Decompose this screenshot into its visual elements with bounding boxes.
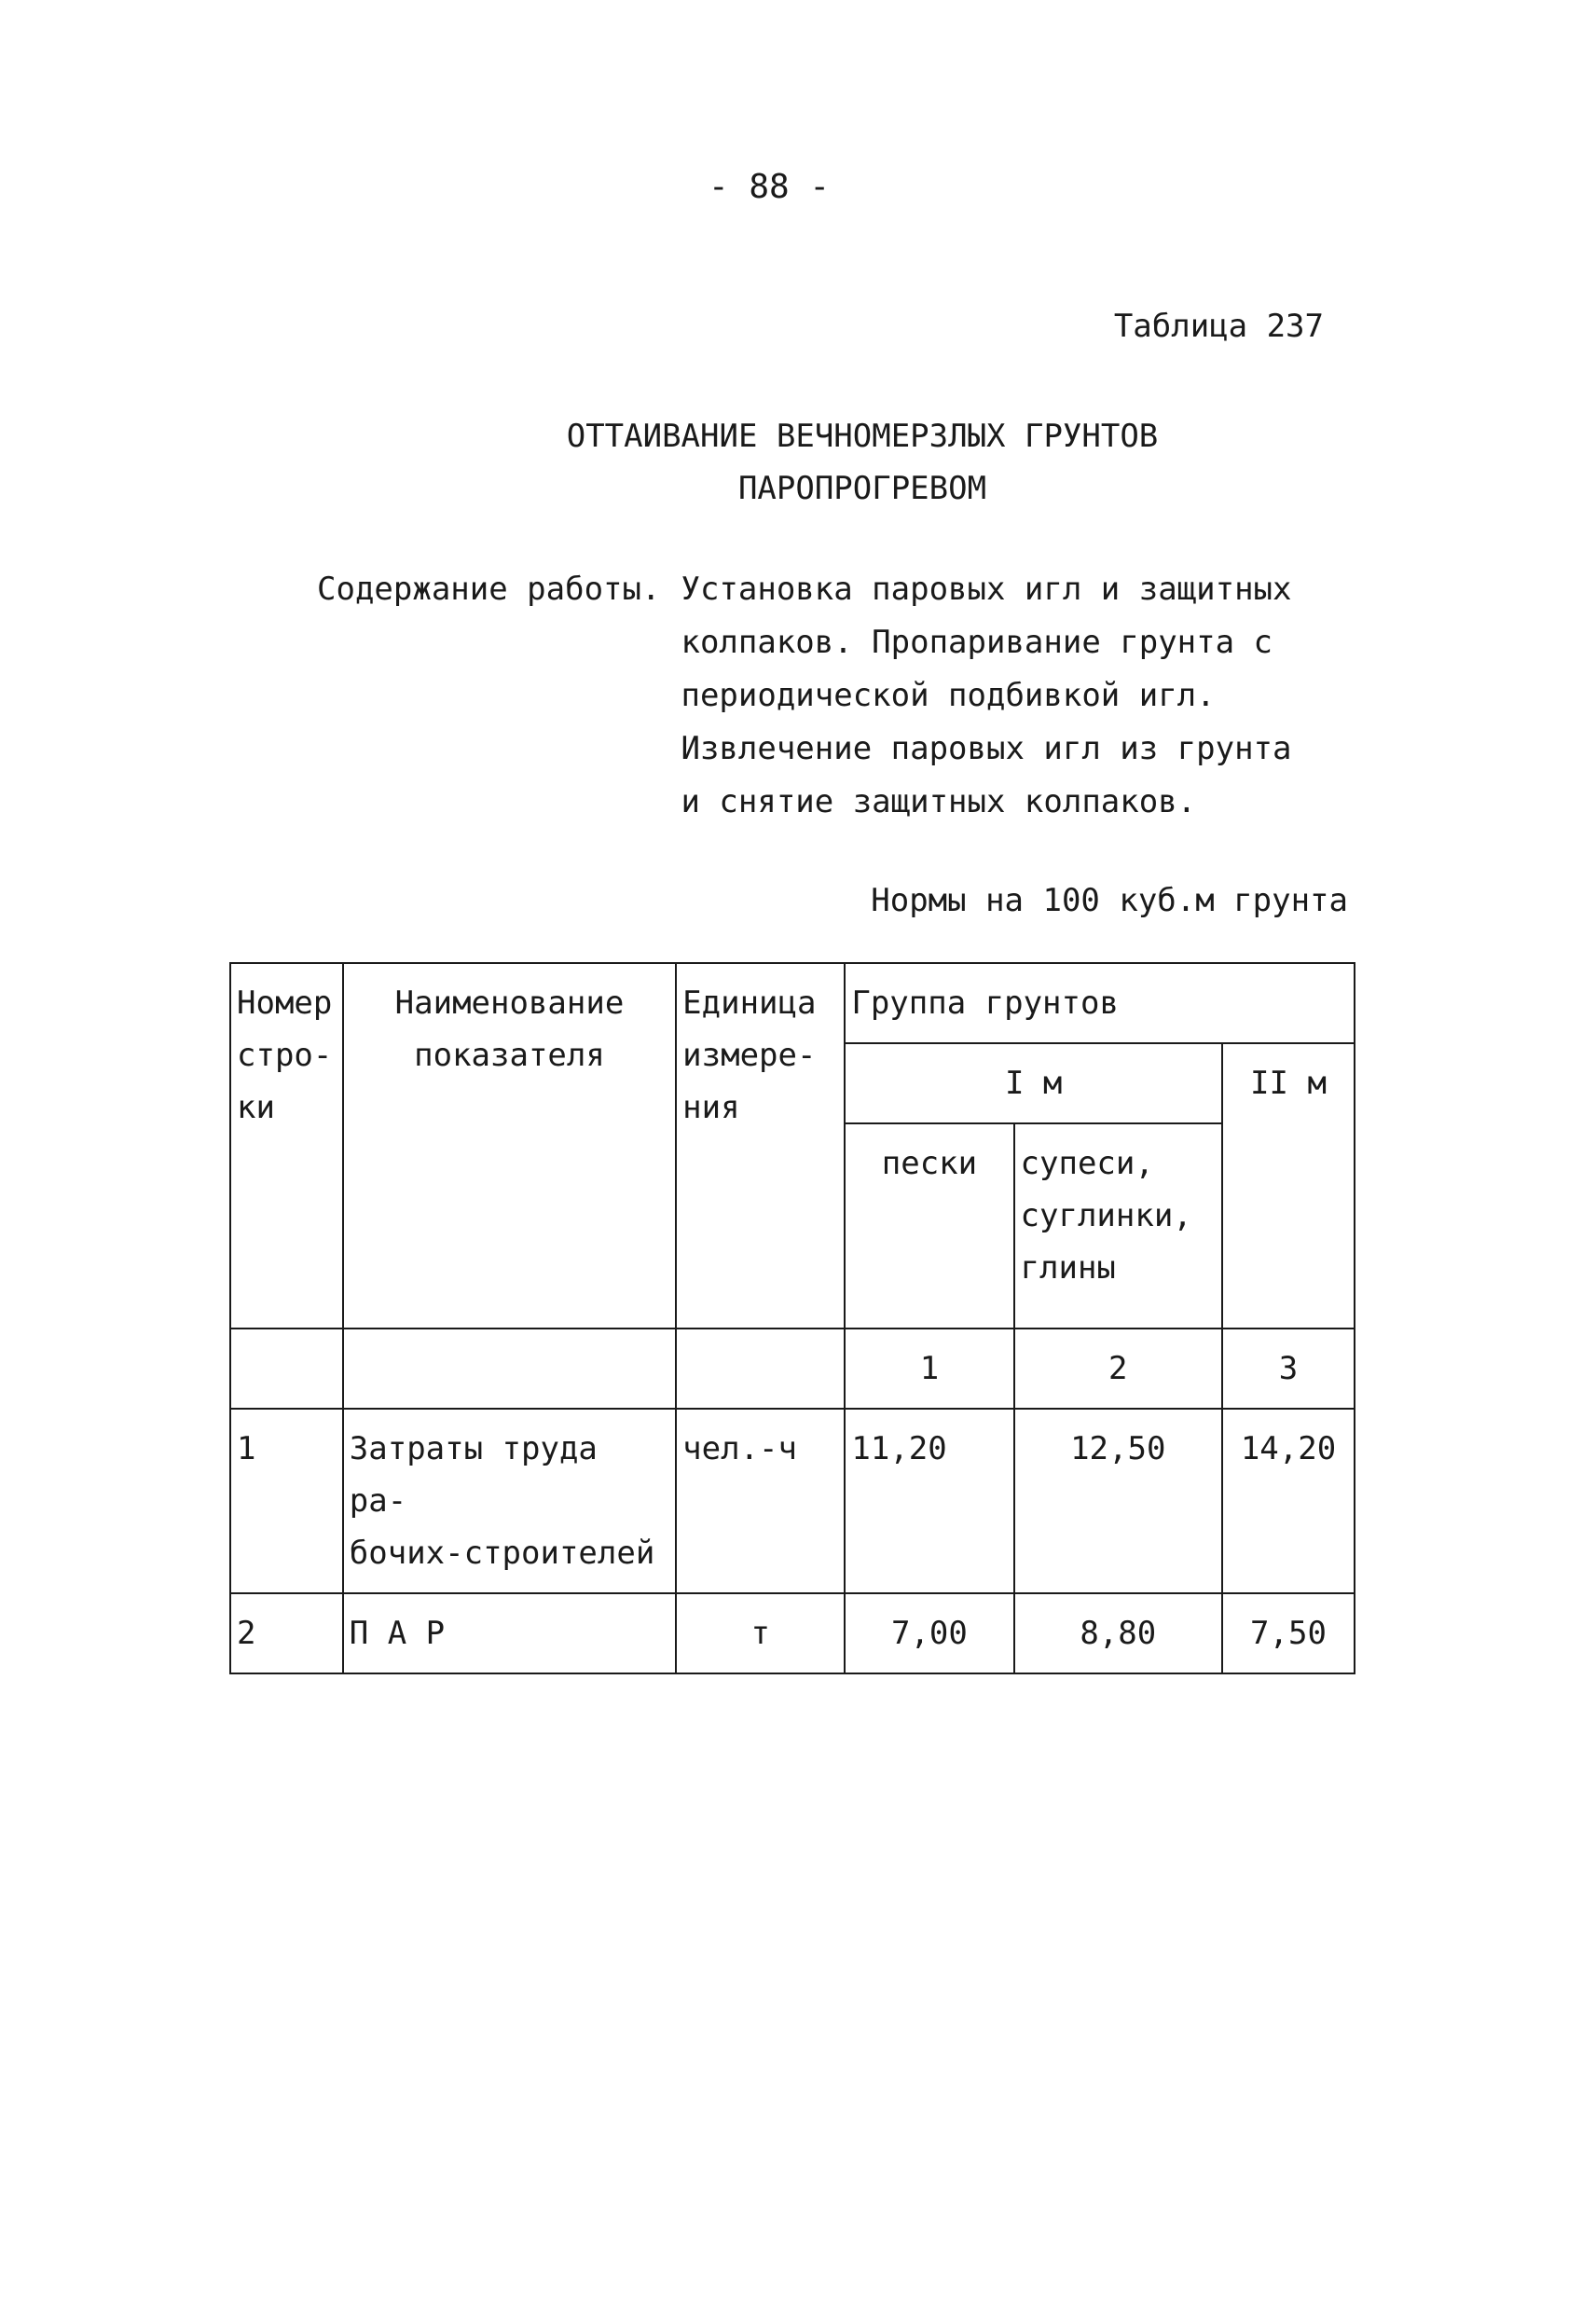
row-unit: т	[676, 1593, 845, 1673]
column-number: 1	[845, 1329, 1013, 1409]
document-title	[0, 410, 1596, 515]
work-content-line: и снятие защитных колпаков.	[681, 783, 1197, 820]
column-number-empty	[676, 1329, 845, 1409]
row-value: 7,00	[845, 1593, 1013, 1673]
work-content-line: Установка паровых игл и защитных	[681, 571, 1292, 608]
column-number-empty	[230, 1329, 343, 1409]
column-number: 2	[1014, 1329, 1222, 1409]
row-value: 11,20	[845, 1409, 1013, 1593]
table-label: Таблица 237	[1113, 308, 1324, 345]
table-row	[230, 1409, 1355, 1593]
row-value: 7,50	[1222, 1593, 1355, 1673]
work-content	[317, 563, 1292, 829]
work-content-line: Извлечение паровых игл из грунта	[681, 730, 1292, 767]
work-content-line: колпаков. Пропаривание грунта с	[681, 624, 1273, 661]
header-soil-group: Группа грунтов	[845, 963, 1355, 1043]
norms-table-wrapper	[229, 962, 1355, 1674]
column-number: 3	[1222, 1329, 1355, 1409]
norms-note: Нормы на 100 куб.м грунта	[871, 882, 1348, 919]
work-content-label: Содержание работы.	[317, 571, 661, 608]
row-unit: чел.-ч	[676, 1409, 845, 1593]
row-value: 8,80	[1014, 1593, 1222, 1673]
row-num: 1	[230, 1409, 343, 1593]
row-name: Затраты труда ра- бочих-строителей	[343, 1409, 676, 1593]
norms-table	[229, 962, 1355, 1674]
title-line-1: ОТТАИВАНИЕ ВЕЧНОМЕРЗЛЫХ ГРУНТОВ	[566, 418, 1159, 455]
header-row	[230, 963, 1355, 1043]
work-content-text	[681, 563, 1291, 829]
row-num: 2	[230, 1593, 343, 1673]
header-group-1m: I м	[845, 1043, 1222, 1123]
header-sands: пески	[845, 1123, 1013, 1329]
column-number-empty	[343, 1329, 676, 1409]
page-number: - 88 -	[708, 168, 831, 206]
row-value: 14,20	[1222, 1409, 1355, 1593]
title-line-2: ПАРОПРОГРЕВОМ	[737, 470, 987, 507]
header-sandy-loams: супеси, суглинки, глины	[1014, 1123, 1222, 1329]
header-unit: Единица измере- ния	[676, 963, 845, 1329]
work-content-line: периодической подбивкой игл.	[681, 677, 1216, 714]
header-indicator: Наименование показателя	[343, 963, 676, 1329]
row-name: П А Р	[343, 1593, 676, 1673]
column-number-row	[230, 1329, 1355, 1409]
header-group-2m: II м	[1222, 1043, 1355, 1329]
header-row-number: Номер стро- ки	[230, 963, 343, 1329]
table-row	[230, 1593, 1355, 1673]
row-value: 12,50	[1014, 1409, 1222, 1593]
